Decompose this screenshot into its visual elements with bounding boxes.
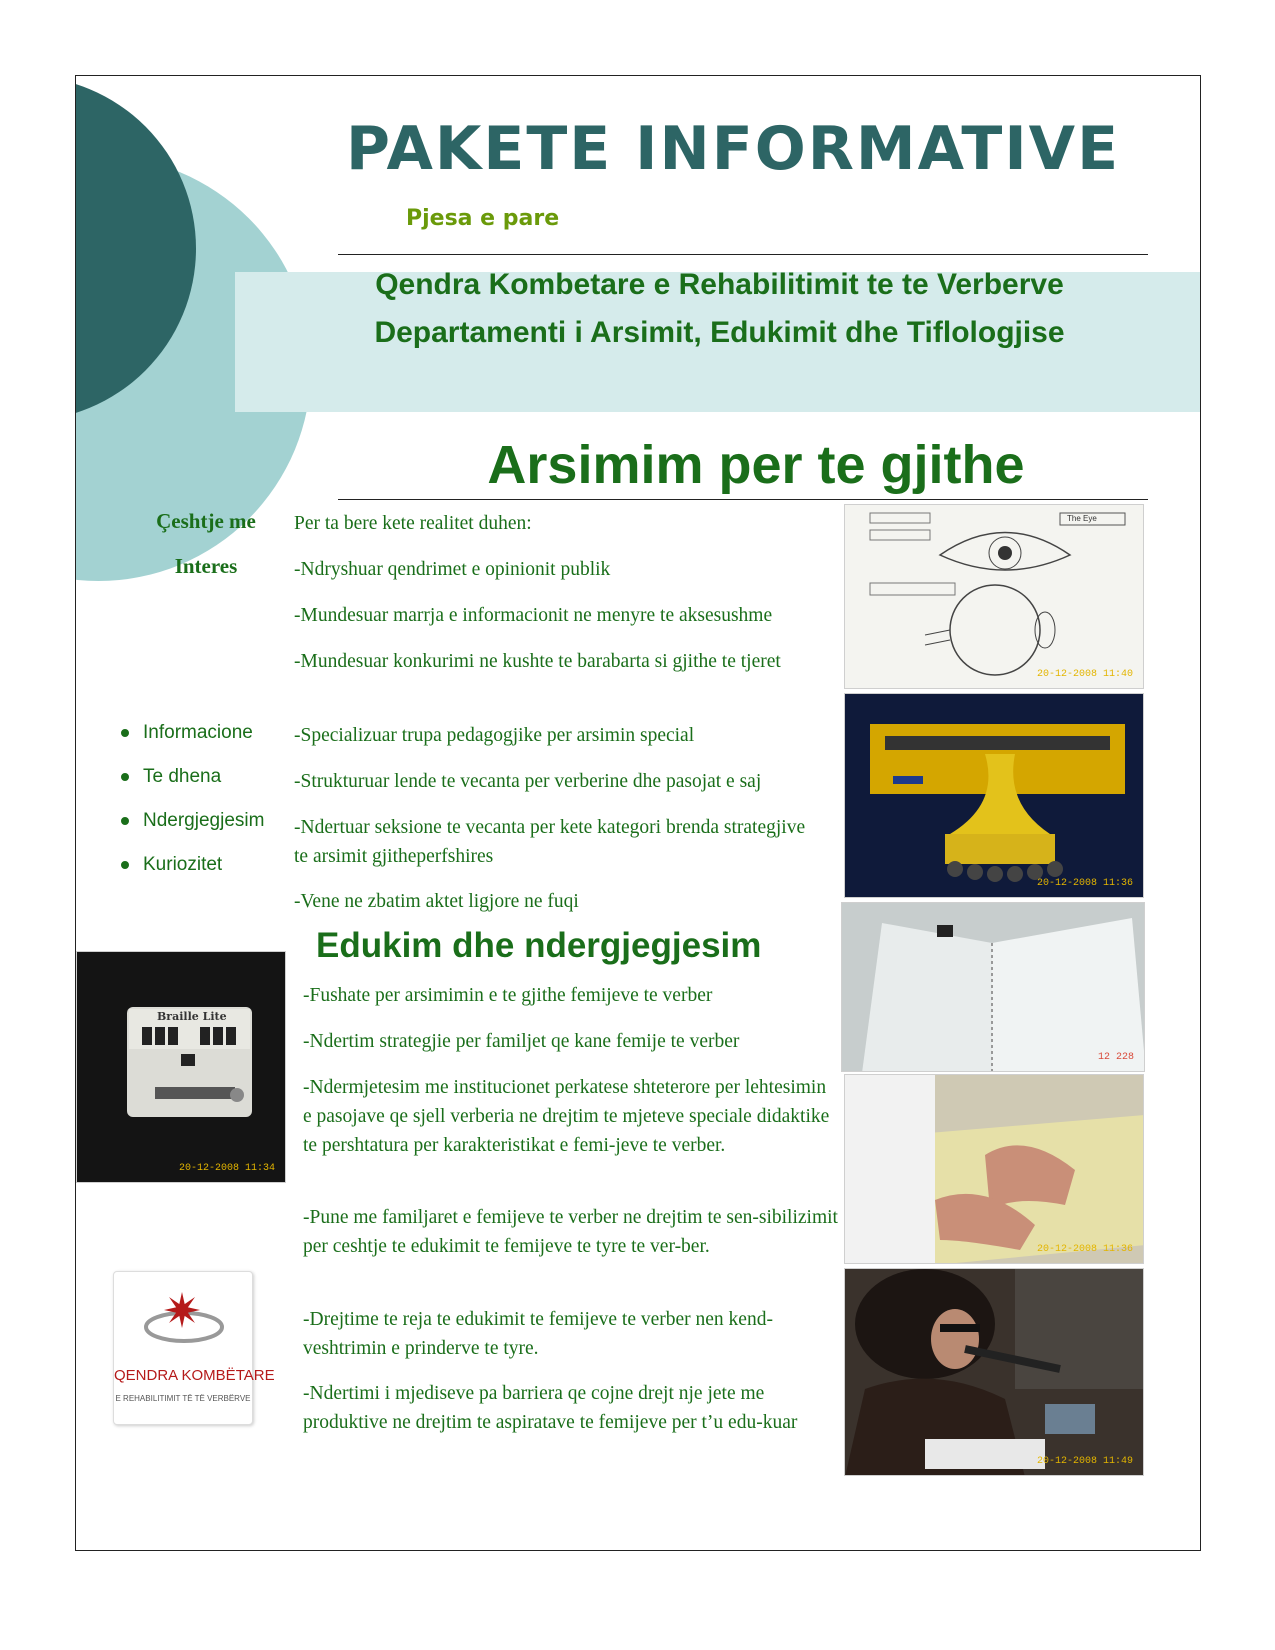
page-frame xyxy=(75,75,1201,1551)
department-name: Departamenti i Arsimit, Edukimit dhe Tiflologjise xyxy=(374,316,1065,349)
bullet-icon xyxy=(121,773,129,781)
list-item: Kuriozitet xyxy=(121,843,264,887)
bullet-icon xyxy=(121,817,129,825)
photo-timestamp: 20-12-2008 11:34 xyxy=(178,1163,275,1174)
braille-lite-photo xyxy=(76,951,286,1183)
section2-paragraph: -Drejtime te reja te edukimit te femijeve te verber nen kend-veshtrimin e prinderve te tyre. xyxy=(303,1309,773,1359)
section1-paragraph: -Ndryshuar qendrimet e opinionit publik xyxy=(294,559,611,580)
braille-device-label: Braille Lite xyxy=(157,1010,227,1023)
divider-top xyxy=(338,254,1148,255)
org-name: Qendra Kombetare e Rehabilitimit te te Verberve xyxy=(375,268,1064,301)
sidebar-heading: Çeshtje me xyxy=(156,509,256,533)
section2-paragraph: -Fushate per arsimimin e te gjithe femijeve te verber xyxy=(303,985,713,1006)
braille-book-icon xyxy=(842,903,1145,1072)
list-item: Ndergjegjesim xyxy=(121,799,264,843)
organization-logo xyxy=(113,1271,275,1425)
logo-emblem-icon xyxy=(114,1272,252,1367)
braille-lite-device-icon xyxy=(77,952,286,1183)
braille-writer-icon xyxy=(845,694,1144,898)
braille-reading-photo xyxy=(844,1074,1144,1264)
section2-paragraph: -Ndertimi i mjediseve pa barriera qe cojne drejt nje jete me produktive ne drejtim te aspiratave te femijeve per t’u edu-kuar xyxy=(303,1383,798,1433)
section1-paragraph: -Specializuar trupa pedagogjike per arsimin special xyxy=(294,725,695,746)
section2-paragraph: -Ndertim strategjie per familjet qe kane femije te verber xyxy=(303,1031,740,1052)
eye-diagram-icon xyxy=(845,505,1144,689)
braille-book-photo xyxy=(841,902,1145,1072)
section2-paragraph: -Pune me familjaret e femijeve te verber ne drejtim te sen-sibilizimit per ceshtje te edukimit te femijeve te tyre te ver-ber. xyxy=(303,1207,838,1257)
page-subtitle: Pjesa e pare xyxy=(406,206,560,231)
braille-writer-photo xyxy=(844,693,1144,898)
section1-paragraph: -Vene ne zbatim aktet ligjore ne fuqi xyxy=(294,891,579,912)
logo-text: QENDRA KOMBËTARE xyxy=(114,1367,275,1384)
photo-timestamp: 20-12-2008 11:36 xyxy=(1036,878,1133,889)
section1-paragraph: -Mundesuar konkurimi ne kushte te barabarta si gjithe te tjeret xyxy=(294,651,781,672)
hands-reading-icon xyxy=(845,1075,1144,1264)
sidebar-heading-2: Interes xyxy=(174,554,238,578)
bullet-icon xyxy=(121,861,129,869)
main-headline: Arsimim per te gjithe xyxy=(487,435,1025,495)
photo-timestamp: 20-12-2008 11:36 xyxy=(1036,1244,1133,1255)
divider-headline xyxy=(338,499,1148,500)
page-title: PAKETE INFORMATIVE xyxy=(346,114,1121,184)
eye-diagram-label: The Eye xyxy=(1067,514,1097,523)
photo-timestamp: 12 228 xyxy=(1097,1052,1134,1063)
photo-timestamp: 20-12-2008 11:40 xyxy=(1036,669,1133,680)
section1-paragraph: -Strukturuar lende te vecanta per verberine dhe pasojat e saj xyxy=(294,771,762,792)
section2-paragraph: -Ndermjetesim me institucionet perkatese shteterore per lehtesimin e pasojave qe sjell verberia ne drejtim te mjeteve speciale didaktike te pershtatura per karakteristikat e femi-jeve te verber. xyxy=(303,1077,830,1156)
section1-paragraph: -Mundesuar marrja e informacionit ne menyre te aksesushme xyxy=(294,605,773,626)
logo-subtext: E REHABILITIMIT TË TË VERBËRVE xyxy=(115,1394,251,1403)
speaker-photo xyxy=(844,1268,1144,1476)
sidebar-list xyxy=(121,711,264,887)
section2-heading: Edukim dhe ndergjegjesim xyxy=(316,926,762,965)
section1-paragraph: Per ta bere kete realitet duhen: xyxy=(294,513,532,534)
eye-diagram-photo xyxy=(844,504,1144,689)
person-microphone-icon xyxy=(845,1269,1144,1476)
bullet-icon xyxy=(121,729,129,737)
list-item: Informacione xyxy=(121,711,264,755)
list-item: Te dhena xyxy=(121,755,264,799)
photo-timestamp: 20-12-2008 11:49 xyxy=(1036,1456,1133,1467)
section1-paragraph: -Ndertuar seksione te vecanta per kete kategori brenda strategjive te arsimit gjitheperfshires xyxy=(294,817,806,867)
